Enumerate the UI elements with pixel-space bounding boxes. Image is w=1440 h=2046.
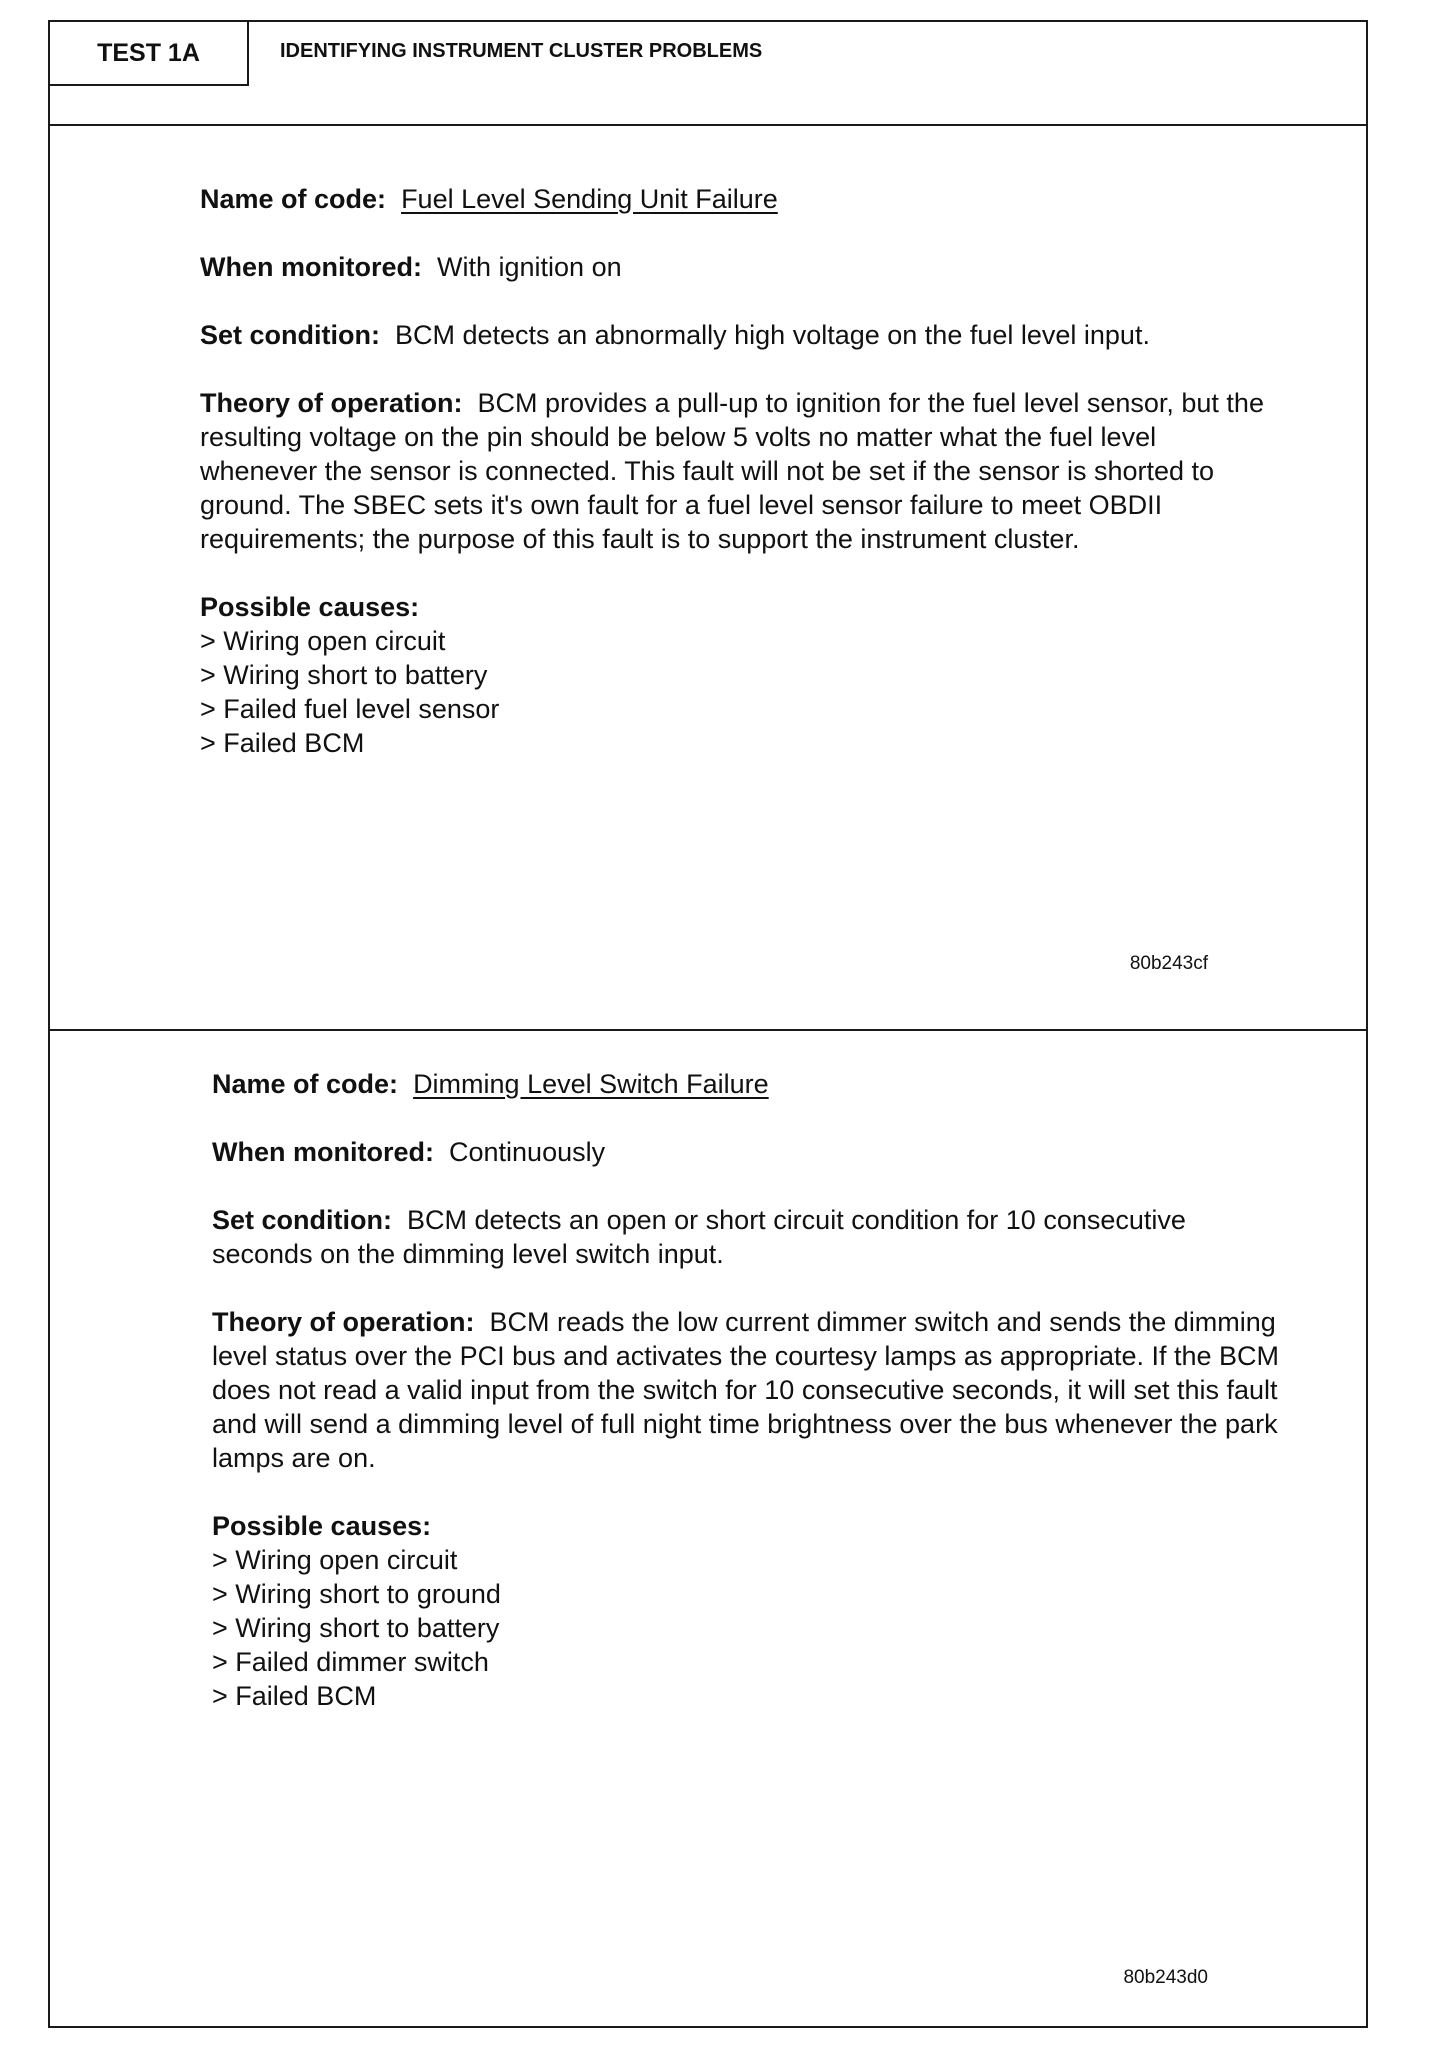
cause-item: > Wiring short to ground xyxy=(212,1579,501,1609)
cause-item: > Wiring open circuit xyxy=(212,1545,458,1575)
set-label: Set condition: xyxy=(212,1205,392,1235)
code-name-line xyxy=(212,1067,1292,1101)
cause-item: > Failed BCM xyxy=(212,1681,377,1711)
theory-label: Theory of operation: xyxy=(212,1307,475,1337)
possible-causes xyxy=(212,1509,1292,1713)
cause-item: > Failed BCM xyxy=(200,728,365,758)
theory-value: BCM provides a pull-up to ignition for the fuel level sensor, but the resulting voltage on the pin should be below 5 volts no matter what the fuel level whenever the sensor is connected. This fault will not be set if the sensor is shorted to ground. The SBEC sets it's own fault for a fuel level sensor failure to meet OBDII requirements; the purpose of this fault is to support the instrument cluster. xyxy=(200,388,1264,554)
monitored-value: Continuously xyxy=(449,1137,606,1167)
cause-item: > Wiring open circuit xyxy=(200,626,446,656)
theory-label: Theory of operation: xyxy=(200,388,463,418)
causes-label: Possible causes: xyxy=(200,592,420,622)
when-monitored-line xyxy=(200,250,1280,284)
cause-item: > Wiring short to battery xyxy=(200,660,488,690)
code-section-fuel-level xyxy=(50,126,1366,1031)
cause-item: > Wiring short to battery xyxy=(212,1613,500,1643)
code-name: Dimming Level Switch Failure xyxy=(413,1069,769,1099)
code-section-dimming-level xyxy=(50,1031,1366,2026)
causes-label: Possible causes: xyxy=(212,1511,432,1541)
set-condition-line xyxy=(212,1203,1292,1271)
cause-item: > Failed dimmer switch xyxy=(212,1647,489,1677)
test-id: TEST 1A xyxy=(97,38,200,67)
set-value: BCM detects an abnormally high voltage on the fuel level input. xyxy=(395,320,1150,350)
test-page-frame xyxy=(48,20,1368,2028)
name-label: Name of code: xyxy=(212,1069,399,1099)
possible-causes xyxy=(200,590,1280,760)
name-label: Name of code: xyxy=(200,184,387,214)
set-condition-line xyxy=(200,318,1280,352)
section-content xyxy=(200,182,1280,760)
set-value: BCM detects an open or short circuit condition for 10 consecutive seconds on the dimming level switch input. xyxy=(212,1205,1186,1269)
test-id-box xyxy=(50,22,249,86)
when-monitored-line xyxy=(212,1135,1292,1169)
monitored-label: When monitored: xyxy=(200,252,422,282)
figure-reference-id: 80b243d0 xyxy=(1123,1967,1208,1988)
set-label: Set condition: xyxy=(200,320,380,350)
monitored-label: When monitored: xyxy=(212,1137,434,1167)
section-content xyxy=(212,1067,1292,1713)
cause-item: > Failed fuel level sensor xyxy=(200,694,500,724)
test-header xyxy=(50,22,1366,126)
theory-line xyxy=(200,386,1280,556)
theory-value: BCM reads the low current dimmer switch and sends the dimming level status over the PCI bus and activates the courtesy lamps as appropriate. If the BCM does not read a valid input from the switch for 10 consecutive seconds, it will set this fault and will send a dimming level of full night time brightness over the bus whenever the park lamps are on. xyxy=(212,1307,1280,1473)
code-name-line xyxy=(200,182,1280,216)
code-name: Fuel Level Sending Unit Failure xyxy=(401,184,778,214)
monitored-value: With ignition on xyxy=(437,252,622,282)
test-title: IDENTIFYING INSTRUMENT CLUSTER PROBLEMS xyxy=(280,40,763,62)
theory-line xyxy=(212,1305,1292,1475)
figure-reference-id: 80b243cf xyxy=(1129,953,1208,974)
